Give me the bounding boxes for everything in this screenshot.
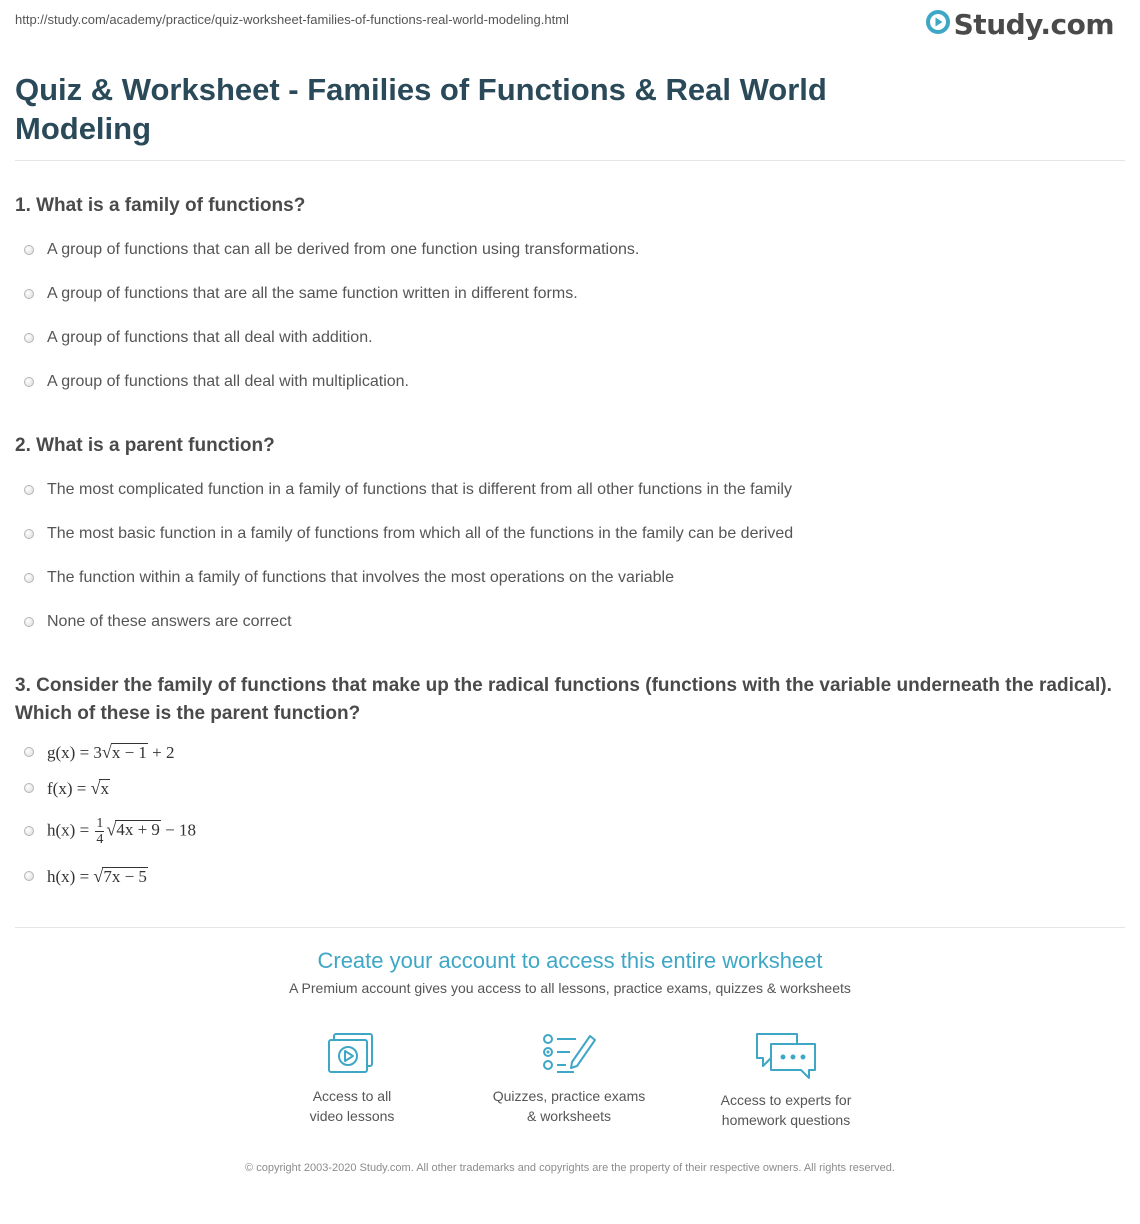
answer-option[interactable]	[15, 272, 1115, 316]
answer-option[interactable]	[15, 806, 1115, 856]
answer-text: None of these answers are correct	[47, 613, 292, 630]
radio-button[interactable]	[24, 871, 34, 881]
radio-button[interactable]	[24, 245, 34, 255]
cta-subtitle: A Premium account gives you access to all lessons, practice exams, quizzes & worksheets	[289, 980, 851, 996]
formula-radicand: 4x + 9	[116, 819, 160, 839]
answer-option[interactable]	[15, 600, 1115, 644]
play-circle-icon	[926, 10, 950, 39]
title-divider	[15, 160, 1125, 161]
chat-bubbles-icon	[686, 1030, 886, 1082]
feature-label-line-1: Access to experts for	[720, 1092, 852, 1108]
feature-label-line-2: video lessons	[309, 1108, 395, 1124]
formula-lhs: f(x) =	[47, 778, 91, 798]
feature-experts	[686, 1030, 886, 1130]
radical-sign: √	[93, 865, 104, 886]
answer-option[interactable]	[15, 770, 1115, 806]
feature-label-line-2: homework questions	[721, 1112, 851, 1128]
formula-radicand: 7x − 5	[103, 866, 147, 886]
formula-fraction	[95, 816, 104, 847]
answer-option[interactable]	[15, 512, 1115, 556]
answer-text: The function within a family of functions that involves the most operations on the variable	[47, 569, 675, 586]
answer-option[interactable]	[15, 360, 1115, 404]
formula	[47, 742, 175, 763]
fraction-numerator: 1	[96, 815, 104, 831]
radical-sign: √	[106, 818, 117, 839]
page-title: Quiz & Worksheet - Families of Functions & Real World Modeling	[15, 72, 827, 146]
question-2	[15, 432, 1115, 644]
answer-options	[15, 228, 1115, 404]
formula-coefficient: 3	[93, 742, 102, 762]
answer-option[interactable]	[15, 734, 1115, 770]
answer-option[interactable]	[15, 556, 1115, 600]
radio-button[interactable]	[24, 617, 34, 627]
radio-button[interactable]	[24, 377, 34, 387]
radical-sign: √	[90, 777, 101, 798]
study-logo[interactable]	[926, 6, 1114, 42]
formula-radicand: x	[100, 778, 109, 798]
logo-text: Study.com	[953, 7, 1114, 41]
cta-headline-link[interactable]: Create your account to access this entire worksheet	[317, 948, 823, 973]
video-lessons-icon	[252, 1030, 452, 1078]
formula	[47, 866, 148, 887]
answer-option[interactable]	[15, 228, 1115, 272]
question-text: 3. Consider the family of functions that make up the radical functions (functions with the variable underneath the radical). Which of these is the parent function?	[15, 675, 1112, 724]
radio-button[interactable]	[24, 747, 34, 757]
formula	[47, 816, 196, 847]
question-text: 2. What is a parent function?	[15, 435, 275, 456]
content-divider	[15, 927, 1125, 928]
feature-label-line-2: & worksheets	[526, 1108, 612, 1124]
formula-lhs: h(x) =	[47, 819, 94, 839]
answer-text: The most complicated function in a family of functions that is different from all other functions in the family	[47, 481, 792, 498]
answer-option[interactable]	[15, 856, 1115, 896]
question-1	[15, 192, 1115, 404]
page-url: http://study.com/academy/practice/quiz-worksheet-families-of-functions-real-world-modeling.html	[15, 12, 569, 27]
question-text: 1. What is a family of functions?	[15, 195, 306, 216]
quiz-checklist-icon	[469, 1030, 669, 1078]
radio-button[interactable]	[24, 529, 34, 539]
answer-options	[15, 468, 1115, 644]
question-3	[15, 672, 1115, 896]
formula-radicand: x − 1	[111, 742, 147, 762]
copyright-notice: © copyright 2003-2020 Study.com. All other trademarks and copyrights are the property of their respective owners. All rights reserved.	[245, 1162, 895, 1174]
answer-text: A group of functions that can all be derived from one function using transformations.	[47, 241, 640, 258]
formula-lhs: g(x) =	[47, 742, 94, 762]
radio-button[interactable]	[24, 783, 34, 793]
formula-rest: − 18	[160, 819, 196, 839]
answer-text: A group of functions that all deal with addition.	[47, 329, 373, 346]
answer-text: A group of functions that are all the same function written in different forms.	[47, 285, 578, 302]
radio-button[interactable]	[24, 826, 34, 836]
feature-label-line-1: Quizzes, practice exams	[492, 1088, 646, 1104]
formula	[47, 778, 110, 799]
radio-button[interactable]	[24, 573, 34, 583]
formula-rest: + 2	[147, 742, 175, 762]
answer-text: A group of functions that all deal with multiplication.	[47, 373, 409, 390]
answer-option[interactable]	[15, 468, 1115, 512]
radio-button[interactable]	[24, 289, 34, 299]
feature-label-line-1: Access to all	[312, 1088, 392, 1104]
answer-options	[15, 734, 1115, 896]
feature-video-lessons	[252, 1030, 452, 1126]
answer-text: The most basic function in a family of functions from which all of the functions in the family can be derived	[47, 525, 794, 542]
radical-sign: √	[101, 741, 112, 762]
fraction-denominator: 4	[96, 831, 104, 847]
radio-button[interactable]	[24, 333, 34, 343]
formula-lhs: h(x) =	[47, 866, 94, 886]
answer-option[interactable]	[15, 316, 1115, 360]
signup-cta	[0, 948, 1140, 996]
feature-quizzes	[469, 1030, 669, 1126]
radio-button[interactable]	[24, 485, 34, 495]
